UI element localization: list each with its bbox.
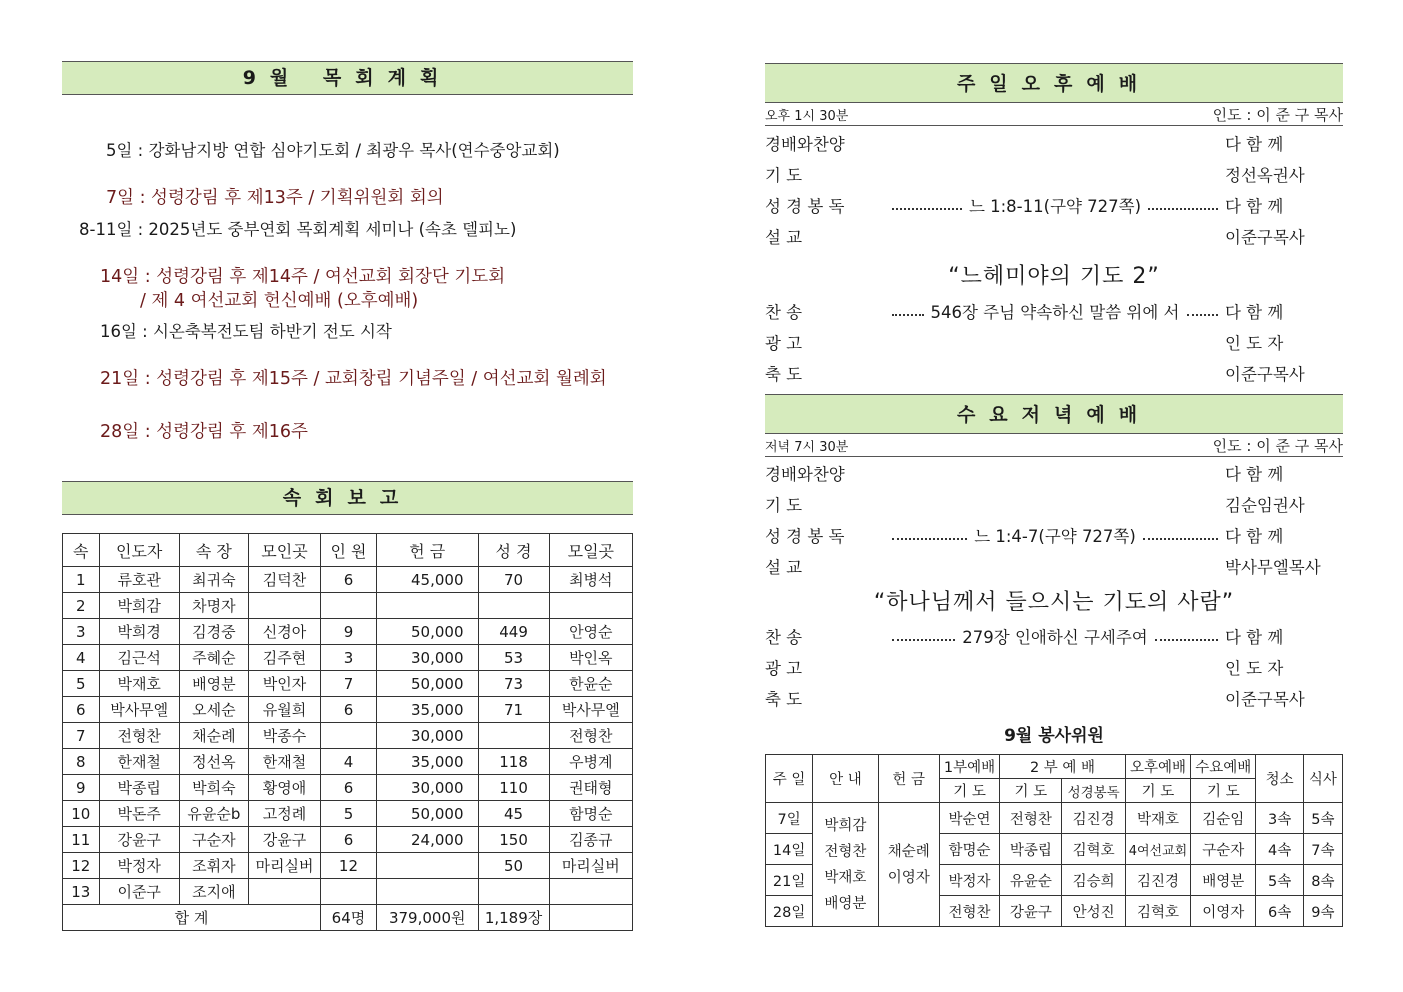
table-cell: 채순례 xyxy=(179,723,248,749)
vol-body xyxy=(766,803,1343,927)
table-cell: 박사무엘 xyxy=(549,697,632,723)
wednesday-title: 수요저녁예배 xyxy=(765,394,1343,434)
schedule-item: 28일 : 성령강림 후 제16주 xyxy=(100,422,308,442)
order-leader-dots xyxy=(885,697,1225,699)
order-person: 다 함 께 xyxy=(1225,527,1284,546)
order-person: 김순임권사 xyxy=(1225,496,1305,515)
table-cell: 1 xyxy=(63,567,100,593)
table-cell: 3 xyxy=(321,645,377,671)
afternoon-title: 주일오후예배 xyxy=(765,63,1343,103)
table-cell: 구순자 xyxy=(179,827,248,853)
table-cell: 류호관 xyxy=(99,567,179,593)
vol-cell: 박정자 xyxy=(939,865,999,896)
vol-cell: 4여선교회 xyxy=(1125,834,1190,865)
vol-row xyxy=(766,803,1343,834)
table-cell: 마리실버 xyxy=(248,853,320,879)
table-cell: 449 xyxy=(478,619,549,645)
vol-h-second: 2 부 예 배 xyxy=(1000,755,1126,779)
table-cell: 안영순 xyxy=(549,619,632,645)
order-person: 인 도 자 xyxy=(1225,659,1284,678)
order-label: 경배와찬양 xyxy=(765,135,845,154)
order-leader-dots xyxy=(885,503,1225,505)
header-cell: 속 xyxy=(63,534,100,567)
table-cell: 50,000 xyxy=(376,671,478,697)
table-cell xyxy=(549,879,632,905)
vol-cell: 김진경 xyxy=(1125,865,1190,896)
right-page xyxy=(765,63,1343,933)
table-cell: 박희경 xyxy=(99,619,179,645)
volunteers-title: 9월 봉사위원 xyxy=(1004,726,1104,746)
table-cell: 박인옥 xyxy=(549,645,632,671)
order-label: 성 경 봉 독 xyxy=(765,527,845,546)
order-label: 광 고 xyxy=(765,659,803,678)
vol-cell: 김순임 xyxy=(1191,803,1256,834)
header-cell: 속 장 xyxy=(179,534,248,567)
wednesday-sermon-title: “하나님께서 들으시는 기도의 사람” xyxy=(873,590,1235,615)
vol-h-first: 1부예배 xyxy=(939,755,999,779)
table-cell: 강윤구 xyxy=(99,827,179,853)
order-detail: 279장 인애하신 구세주여 xyxy=(962,628,1148,647)
table-row xyxy=(63,749,633,775)
table-row xyxy=(63,853,633,879)
order-leader-dots xyxy=(885,299,1225,323)
order-detail: 느 1:4-7(구약 727쪽) xyxy=(974,527,1136,546)
schedule-item: / 제 4 여선교회 헌신예배 (오후예배) xyxy=(140,291,419,311)
order-row xyxy=(765,652,1343,682)
table-cell: 주혜순 xyxy=(179,645,248,671)
vol-guide-names: 박희감 전형찬 박재호 배영분 xyxy=(813,803,878,927)
order-row xyxy=(765,296,1343,326)
table-cell: 24,000 xyxy=(376,827,478,853)
table-cell: 110 xyxy=(478,775,549,801)
order-person: 다 함 께 xyxy=(1225,303,1284,322)
order-label: 설 교 xyxy=(765,228,803,247)
table-cell: 조휘자 xyxy=(179,853,248,879)
table-cell: 김주현 xyxy=(248,645,320,671)
table-cell: 118 xyxy=(478,749,549,775)
order-person: 다 함 께 xyxy=(1225,135,1284,154)
report-total-row xyxy=(63,905,633,931)
vol-header-row-1 xyxy=(766,755,1343,779)
schedule-item: 8-11일 : 2025년도 중부연회 목회계획 세미나 (속초 델피노) xyxy=(79,220,517,239)
order-row xyxy=(765,190,1343,220)
table-cell: 최병석 xyxy=(549,567,632,593)
vol-cell: 전형찬 xyxy=(939,896,999,927)
table-cell: 황영애 xyxy=(248,775,320,801)
wednesday-leader: 인도 : 이 준 구 목사 xyxy=(1212,437,1343,455)
table-row xyxy=(63,619,633,645)
table-cell: 35,000 xyxy=(376,697,478,723)
vol-cell: 5속 xyxy=(1256,865,1303,896)
table-cell xyxy=(376,853,478,879)
table-cell: 71 xyxy=(478,697,549,723)
schedule-item: 7일 : 성령강림 후 제13주 / 기획위원회 회의 xyxy=(106,188,444,208)
table-cell: 8 xyxy=(63,749,100,775)
left-page xyxy=(62,61,633,931)
table-cell: 박사무엘 xyxy=(99,697,179,723)
table-cell: 73 xyxy=(478,671,549,697)
order-row xyxy=(765,128,1343,158)
table-cell xyxy=(478,593,549,619)
header-cell: 모일곳 xyxy=(549,534,632,567)
table-cell xyxy=(248,879,320,905)
dot-leader xyxy=(1187,314,1219,316)
order-label: 기 도 xyxy=(765,166,803,185)
report-table xyxy=(62,533,633,931)
table-cell: 전형찬 xyxy=(99,723,179,749)
table-row xyxy=(63,879,633,905)
table-cell: 2 xyxy=(63,593,100,619)
dot-leader xyxy=(892,314,924,316)
table-cell: 박인자 xyxy=(248,671,320,697)
order-person: 다 함 께 xyxy=(1225,197,1284,216)
afternoon-leader: 인도 : 이 준 구 목사 xyxy=(1212,106,1343,124)
order-row xyxy=(765,221,1343,251)
table-cell: 함명순 xyxy=(549,801,632,827)
table-cell: 50,000 xyxy=(376,801,478,827)
table-cell: 김덕찬 xyxy=(248,567,320,593)
table-cell: 6 xyxy=(321,567,377,593)
table-cell xyxy=(321,593,377,619)
total-empty xyxy=(549,905,632,931)
order-person: 정선옥권사 xyxy=(1225,166,1305,185)
order-row xyxy=(765,327,1343,357)
vol-cell: 함명순 xyxy=(939,834,999,865)
vol-cell: 9속 xyxy=(1303,896,1342,927)
table-cell: 한윤순 xyxy=(549,671,632,697)
vol-cell: 6속 xyxy=(1256,896,1303,927)
table-cell: 박종립 xyxy=(99,775,179,801)
header-cell: 모인곳 xyxy=(248,534,320,567)
vol-week: 21일 xyxy=(766,865,813,896)
table-cell: 오세순 xyxy=(179,697,248,723)
vol-cell: 김혁호 xyxy=(1125,896,1190,927)
order-leader-dots xyxy=(885,624,1225,648)
table-cell xyxy=(376,879,478,905)
order-person: 이준구목사 xyxy=(1225,365,1305,384)
table-cell: 배영분 xyxy=(179,671,248,697)
table-cell: 차명자 xyxy=(179,593,248,619)
order-label: 설 교 xyxy=(765,558,803,577)
vol-week: 7일 xyxy=(766,803,813,834)
table-cell: 9 xyxy=(321,619,377,645)
vol-cell: 김승희 xyxy=(1062,865,1125,896)
table-cell: 12 xyxy=(63,853,100,879)
table-cell: 6 xyxy=(321,827,377,853)
table-cell: 박희감 xyxy=(99,593,179,619)
order-row xyxy=(765,458,1343,488)
order-leader-dots xyxy=(885,173,1225,175)
dot-leader xyxy=(892,208,962,210)
vol-h-afternoon: 오후예배 xyxy=(1125,755,1190,779)
table-cell: 박재호 xyxy=(99,671,179,697)
order-person: 다 함 께 xyxy=(1225,465,1284,484)
wednesday-time: 저녁 7시 30분 xyxy=(765,440,849,455)
table-cell: 30,000 xyxy=(376,723,478,749)
vol-cell: 배영분 xyxy=(1191,865,1256,896)
order-person: 인 도 자 xyxy=(1225,334,1284,353)
afternoon-sermon-title: “느헤미야의 기도 2” xyxy=(948,264,1160,289)
table-cell xyxy=(321,879,377,905)
table-cell: 50 xyxy=(478,853,549,879)
table-cell: 30,000 xyxy=(376,775,478,801)
vol-cell: 5속 xyxy=(1303,803,1342,834)
table-cell: 6 xyxy=(321,775,377,801)
order-label: 성 경 봉 독 xyxy=(765,197,845,216)
table-cell: 5 xyxy=(63,671,100,697)
order-row xyxy=(765,520,1343,550)
header-cell: 인 원 xyxy=(321,534,377,567)
table-row xyxy=(63,827,633,853)
order-person: 이준구목사 xyxy=(1225,228,1305,247)
vol-cell: 김진경 xyxy=(1062,803,1125,834)
table-row xyxy=(63,567,633,593)
total-bible: 1,189장 xyxy=(478,905,549,931)
table-cell: 유월희 xyxy=(248,697,320,723)
table-row xyxy=(63,593,633,619)
table-cell: 박정자 xyxy=(99,853,179,879)
vol-h-clean: 청소 xyxy=(1256,755,1303,803)
vol-sub-prayer: 기 도 xyxy=(1191,779,1256,803)
order-row xyxy=(765,621,1343,651)
table-cell: 조지애 xyxy=(179,879,248,905)
table-cell: 박희숙 xyxy=(179,775,248,801)
table-cell: 김근석 xyxy=(99,645,179,671)
order-leader-dots xyxy=(885,142,1225,144)
total-label: 합 계 xyxy=(63,905,321,931)
table-cell: 7 xyxy=(321,671,377,697)
table-cell: 우병계 xyxy=(549,749,632,775)
vol-cell: 안성진 xyxy=(1062,896,1125,927)
table-cell: 5 xyxy=(321,801,377,827)
report-title: 속회보고 xyxy=(62,481,633,515)
table-cell: 35,000 xyxy=(376,749,478,775)
table-cell xyxy=(321,723,377,749)
table-cell: 한재철 xyxy=(248,749,320,775)
table-cell: 10 xyxy=(63,801,100,827)
header-cell: 헌 금 xyxy=(376,534,478,567)
schedule-item: 16일 : 시온축복전도팀 하반기 전도 시작 xyxy=(100,322,392,341)
order-row xyxy=(765,683,1343,713)
table-cell: 150 xyxy=(478,827,549,853)
table-cell: 6 xyxy=(63,697,100,723)
order-label: 광 고 xyxy=(765,334,803,353)
order-label: 축 도 xyxy=(765,690,803,709)
wednesday-subheader xyxy=(765,435,1343,457)
table-cell: 한재철 xyxy=(99,749,179,775)
table-cell: 박돈주 xyxy=(99,801,179,827)
table-cell xyxy=(478,879,549,905)
order-leader-dots xyxy=(885,193,1225,217)
table-cell xyxy=(549,593,632,619)
vol-week: 28일 xyxy=(766,896,813,927)
vol-h-meal: 식사 xyxy=(1303,755,1342,803)
order-detail: 느 1:8-11(구약 727쪽) xyxy=(968,197,1142,216)
total-offering: 379,000원 xyxy=(376,905,478,931)
vol-h-wed: 수요예배 xyxy=(1191,755,1256,779)
order-row xyxy=(765,358,1343,388)
vol-week: 14일 xyxy=(766,834,813,865)
table-row xyxy=(63,723,633,749)
table-cell: 7 xyxy=(63,723,100,749)
vol-sub-reading: 성경봉독 xyxy=(1062,779,1125,803)
table-cell: 김경중 xyxy=(179,619,248,645)
table-cell: 4 xyxy=(63,645,100,671)
vol-cell: 이영자 xyxy=(1191,896,1256,927)
table-cell: 30,000 xyxy=(376,645,478,671)
order-leader-dots xyxy=(885,565,1225,567)
table-row xyxy=(63,671,633,697)
table-cell: 3 xyxy=(63,619,100,645)
table-cell xyxy=(376,593,478,619)
vol-offering-names: 채순례 이영자 xyxy=(878,803,939,927)
schedule-item: 21일 : 성령강림 후 제15주 / 교회창립 기념주일 / 여선교회 월례회 xyxy=(100,369,607,389)
table-cell: 권태형 xyxy=(549,775,632,801)
table-cell: 45 xyxy=(478,801,549,827)
order-row xyxy=(765,159,1343,189)
order-leader-dots xyxy=(885,372,1225,374)
vol-cell: 4속 xyxy=(1256,834,1303,865)
order-row xyxy=(765,551,1343,581)
order-label: 찬 송 xyxy=(765,303,803,322)
table-cell: 전형찬 xyxy=(549,723,632,749)
table-cell: 최귀숙 xyxy=(179,567,248,593)
table-cell: 고정례 xyxy=(248,801,320,827)
dot-leader xyxy=(892,639,955,641)
table-cell: 50,000 xyxy=(376,619,478,645)
volunteers-table xyxy=(765,754,1343,927)
vol-h-guide: 안 내 xyxy=(813,755,878,803)
table-row xyxy=(63,801,633,827)
plan-title: 9월 목회계획 xyxy=(62,61,633,95)
order-detail: 546장 주님 약속하신 말씀 위에 서 xyxy=(930,303,1180,322)
schedule-item: 5일 : 강화남지방 연합 심야기도회 / 최광우 목사(연수중앙교회) xyxy=(106,141,560,160)
table-cell: 정선옥 xyxy=(179,749,248,775)
header-cell: 인도자 xyxy=(99,534,179,567)
order-leader-dots xyxy=(885,523,1225,547)
dot-leader xyxy=(1148,208,1218,210)
vol-cell: 3속 xyxy=(1256,803,1303,834)
vol-cell: 7속 xyxy=(1303,834,1342,865)
dot-leader xyxy=(1143,538,1218,540)
table-cell: 45,000 xyxy=(376,567,478,593)
dot-leader xyxy=(892,538,967,540)
table-cell: 11 xyxy=(63,827,100,853)
report-body xyxy=(63,567,633,905)
vol-cell: 박종립 xyxy=(1000,834,1062,865)
table-cell: 70 xyxy=(478,567,549,593)
table-cell: 12 xyxy=(321,853,377,879)
table-cell: 6 xyxy=(321,697,377,723)
vol-cell: 유윤순 xyxy=(1000,865,1062,896)
table-cell: 김종규 xyxy=(549,827,632,853)
total-count: 64명 xyxy=(321,905,377,931)
vol-cell: 8속 xyxy=(1303,865,1342,896)
order-leader-dots xyxy=(885,235,1225,237)
header-cell: 성 경 xyxy=(478,534,549,567)
table-cell: 53 xyxy=(478,645,549,671)
order-person: 다 함 께 xyxy=(1225,628,1284,647)
vol-cell: 구순자 xyxy=(1191,834,1256,865)
order-label: 찬 송 xyxy=(765,628,803,647)
table-row xyxy=(63,645,633,671)
table-cell: 4 xyxy=(321,749,377,775)
schedule-item: 14일 : 성령강림 후 제14주 / 여선교회 회장단 기도회 xyxy=(100,267,506,287)
order-label: 기 도 xyxy=(765,496,803,515)
table-cell: 마리실버 xyxy=(549,853,632,879)
report-header-row xyxy=(63,534,633,567)
order-person: 이준구목사 xyxy=(1225,690,1305,709)
table-cell xyxy=(248,593,320,619)
vol-cell: 박재호 xyxy=(1125,803,1190,834)
vol-cell: 김혁호 xyxy=(1062,834,1125,865)
table-cell: 9 xyxy=(63,775,100,801)
table-row xyxy=(63,697,633,723)
table-cell: 이준구 xyxy=(99,879,179,905)
order-leader-dots xyxy=(885,666,1225,668)
vol-sub-prayer: 기 도 xyxy=(1125,779,1190,803)
table-cell: 박종수 xyxy=(248,723,320,749)
vol-sub-prayer: 기 도 xyxy=(939,779,999,803)
table-cell: 유윤순b xyxy=(179,801,248,827)
vol-sub-prayer: 기 도 xyxy=(1000,779,1062,803)
dot-leader xyxy=(1155,639,1218,641)
order-leader-dots xyxy=(885,341,1225,343)
vol-cell: 박순연 xyxy=(939,803,999,834)
table-row xyxy=(63,775,633,801)
order-label: 축 도 xyxy=(765,365,803,384)
vol-cell: 전형찬 xyxy=(1000,803,1062,834)
table-cell xyxy=(478,723,549,749)
vol-h-week: 주 일 xyxy=(766,755,813,803)
vol-cell: 강윤구 xyxy=(1000,896,1062,927)
table-cell: 강윤구 xyxy=(248,827,320,853)
table-cell: 신경아 xyxy=(248,619,320,645)
order-leader-dots xyxy=(885,472,1225,474)
order-row xyxy=(765,489,1343,519)
table-cell: 13 xyxy=(63,879,100,905)
afternoon-subheader xyxy=(765,104,1343,126)
order-label: 경배와찬양 xyxy=(765,465,845,484)
order-person: 박사무엘목사 xyxy=(1225,558,1321,577)
vol-h-offering: 헌 금 xyxy=(878,755,939,803)
afternoon-time: 오후 1시 30분 xyxy=(765,109,849,124)
